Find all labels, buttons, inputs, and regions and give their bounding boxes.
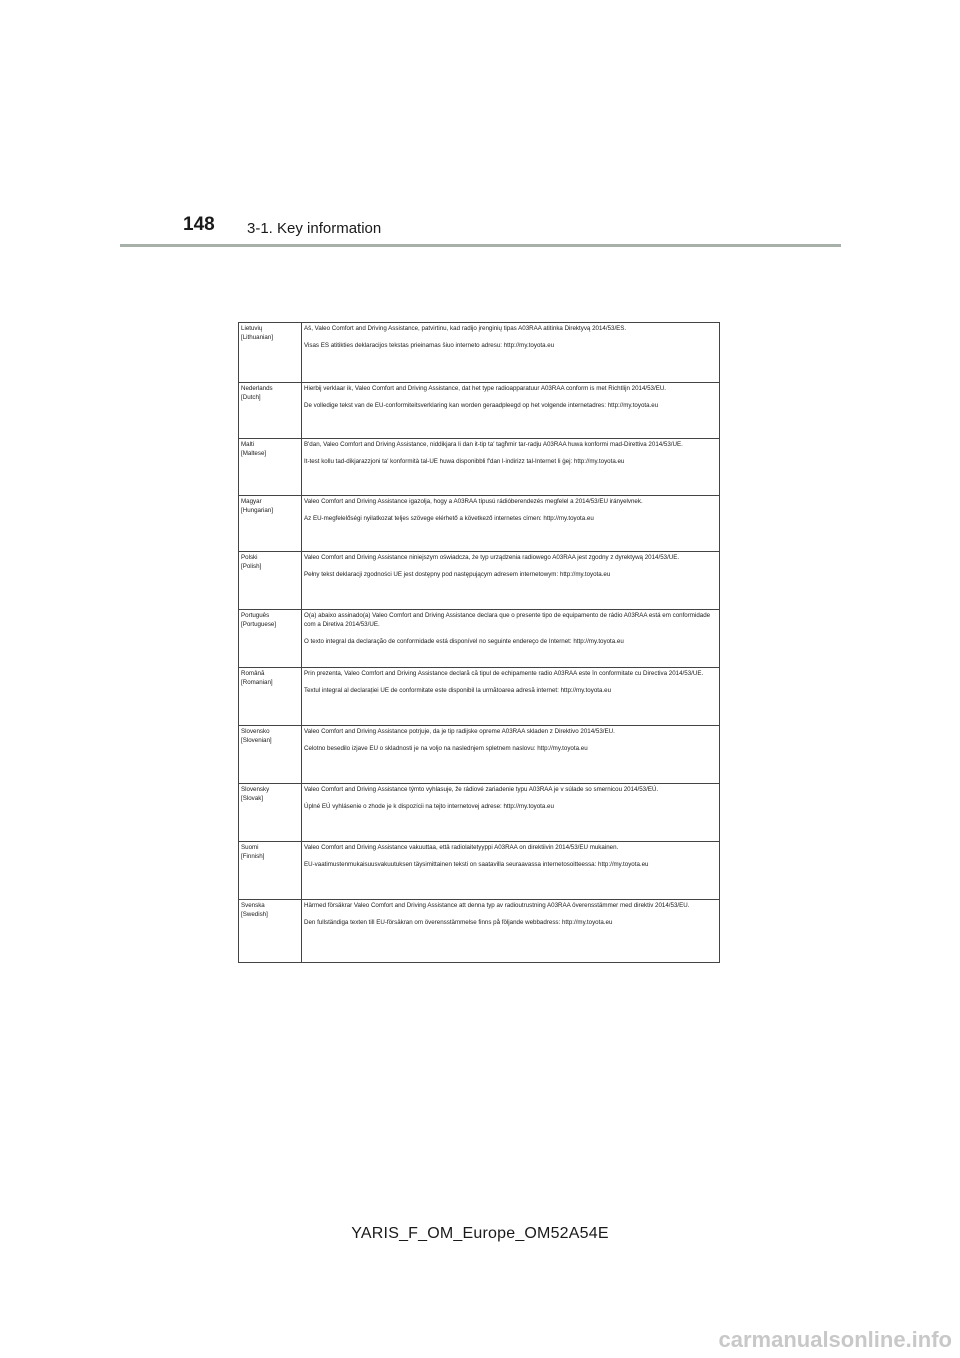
language-cell (239, 784, 302, 842)
language-cell (239, 610, 302, 668)
declaration-url-text: EU-vaatimustenmukaisuusvakuutuksen täysimittainen teksti on saatavilla seuraavassa internetosoitteessa: http://my.toyota.eu (304, 861, 649, 868)
section-title: 3-1. Key information (247, 220, 382, 237)
declaration-text: Hierbij verklaar ik, Valeo Comfort and Driving Assistance, dat het type radioapparatuur A03RAA conform is met Richtlijn 2014/53/EU. (304, 385, 667, 392)
language-name: Svenska (241, 902, 265, 909)
declaration-text: Aš, Valeo Comfort and Driving Assistance, patvirtinu, kad radijo įrenginių tipas A03RAA atitinka Direktyvą 2014/53/ES. (304, 325, 627, 332)
declaration-url-text: De volledige tekst van de EU-conformiteitsverklaring kan worden geraadpleegd op het volgende internetadres: http://my.toyota.eu (304, 402, 659, 409)
declaration-cell (302, 726, 720, 784)
header-rule (120, 244, 841, 247)
declaration-text: Valeo Comfort and Driving Assistance igazolja, hogy a A03RAA típusú rádióberendezés megfelel a 2014/53/EU irányelvnek. (304, 498, 643, 505)
language-english: [Slovenian] (241, 737, 272, 744)
language-english: [Maltese] (241, 450, 267, 457)
declaration-cell (302, 610, 720, 668)
language-name: Nederlands (241, 385, 273, 392)
declaration-url-text: Úplné EÚ vyhlásenie o zhode je k dispozícii na tejto internetovej adrese: http://my.toyota.eu (304, 803, 554, 810)
declaration-text: Härmed försäkrar Valeo Comfort and Driving Assistance att denna typ av radioutrustning A03RAA överensstämmer med direktiv 2014/53/EU. (304, 902, 690, 909)
language-name: Polski (241, 554, 258, 561)
declaration-url-text: Visas ES atitikties deklaracijos tekstas prieinamas šiuo interneto adresu: http://my.toyota.eu (304, 342, 555, 349)
declaration-url-text: It-test kollu tad-dikjarazzjoni ta' konformità tal-UE huwa disponibbli f'dan l-indirizz tal-Internet li ġej: http://my.toyota.eu (304, 458, 625, 465)
table-row (239, 900, 720, 963)
declaration-text: Valeo Comfort and Driving Assistance niniejszym oświadcza, że typ urządzenia radiowego A03RAA jest zgodny z dyrektywą 2014/53/UE. (304, 554, 680, 561)
declaration-url-text: Pełny tekst deklaracji zgodności UE jest dostępny pod następującym adresem internetowym: http://my.toyota.eu (304, 571, 611, 578)
language-name: Magyar (241, 498, 262, 505)
table-row (239, 323, 720, 383)
table-row (239, 784, 720, 842)
table-row (239, 610, 720, 668)
language-cell (239, 900, 302, 963)
table-row (239, 842, 720, 900)
language-name: Română (241, 670, 265, 677)
declaration-text: Valeo Comfort and Driving Assistance vakuuttaa, että radiolaitetyyppi A03RAA on direktiivin 2014/53/EU mukainen. (304, 844, 619, 851)
declaration-text: Prin prezenta, Valeo Comfort and Driving Assistance declară că tipul de echipamente radio A03RAA este în conformitate cu Directiva 2014/53/UE. (304, 670, 704, 677)
language-english: [Slovak] (241, 795, 264, 802)
declaration-text: Valeo Comfort and Driving Assistance týmto vyhlasuje, že rádiové zariadenie typu A03RAA je v súlade so smernicou 2014/53/EÚ. (304, 786, 659, 793)
declaration-cell (302, 842, 720, 900)
declaration-url-text: Celotno besedilo izjave EU o skladnosti je na voljo na naslednjem spletnem naslovu: http://my.toyota.eu (304, 745, 588, 752)
watermark: carmanualsonline.info (718, 1327, 952, 1352)
language-cell (239, 383, 302, 439)
declaration-cell (302, 900, 720, 963)
language-cell (239, 496, 302, 552)
table-row (239, 439, 720, 496)
declaration-url-text: Textul integral al declarației UE de conformitate este disponibil la următoarea adresă internet: http://my.toyota.eu (304, 687, 612, 694)
language-english: [Swedish] (241, 911, 268, 918)
language-english: [Dutch] (241, 394, 261, 401)
language-english: [Finnish] (241, 853, 265, 860)
language-name: Português (241, 612, 270, 619)
declaration-url-text: Az EU-megfelelőségi nyilatkozat teljes szövege elérhető a következő internetes címen: http://my.toyota.eu (304, 515, 594, 522)
declaration-url-text: O texto integral da declaração de conformidade está disponível no seguinte endereço de Internet: http://my.toyota.eu (304, 638, 624, 645)
declaration-text: Valeo Comfort and Driving Assistance potrjuje, da je tip radijske opreme A03RAA skladen z Direktivo 2014/53/EU. (304, 728, 615, 735)
declaration-cell (302, 668, 720, 726)
declaration-url-text: Den fullständiga texten till EU-försäkran om överensstämmelse finns på följande webbadress: http://my.toyota.eu (304, 919, 613, 926)
declaration-cell (302, 552, 720, 610)
language-english: [Polish] (241, 563, 262, 570)
language-english: [Portuguese] (241, 621, 277, 628)
language-name: Lietuvių (241, 325, 263, 332)
declaration-cell (302, 784, 720, 842)
declaration-text: O(a) abaixo assinado(a) Valeo Comfort and Driving Assistance declara que o presente tipo de equipamento de rádio A03RAA está em conformidade com a Diretiva 2014/53/UE. (304, 612, 711, 628)
declaration-table (238, 322, 720, 963)
table-row (239, 668, 720, 726)
table-row (239, 383, 720, 439)
table-row (239, 726, 720, 784)
language-name: Slovensky (241, 786, 270, 793)
declaration-cell (302, 439, 720, 496)
declaration-cell (302, 496, 720, 552)
page-number: 148 (183, 214, 215, 235)
declaration-cell (302, 323, 720, 383)
language-name: Slovensko (241, 728, 270, 735)
language-english: [Lithuanian] (241, 334, 273, 341)
document-code: YARIS_F_OM_Europe_OM52A54E (351, 1225, 609, 1242)
language-name: Malti (241, 441, 255, 448)
language-cell (239, 668, 302, 726)
language-cell (239, 323, 302, 383)
language-cell (239, 726, 302, 784)
language-english: [Romanian] (241, 679, 273, 686)
language-english: [Hungarian] (241, 507, 273, 514)
table-row (239, 552, 720, 610)
declaration-cell (302, 383, 720, 439)
language-cell (239, 552, 302, 610)
language-cell (239, 842, 302, 900)
table-row (239, 496, 720, 552)
language-name: Suomi (241, 844, 259, 851)
language-cell (239, 439, 302, 496)
declaration-text: B'dan, Valeo Comfort and Driving Assistance, niddikjara li dan it-tip ta' tagħmir tar-radju A03RAA huwa konformi mad-Direttiva 2014/53/UE. (304, 441, 683, 448)
